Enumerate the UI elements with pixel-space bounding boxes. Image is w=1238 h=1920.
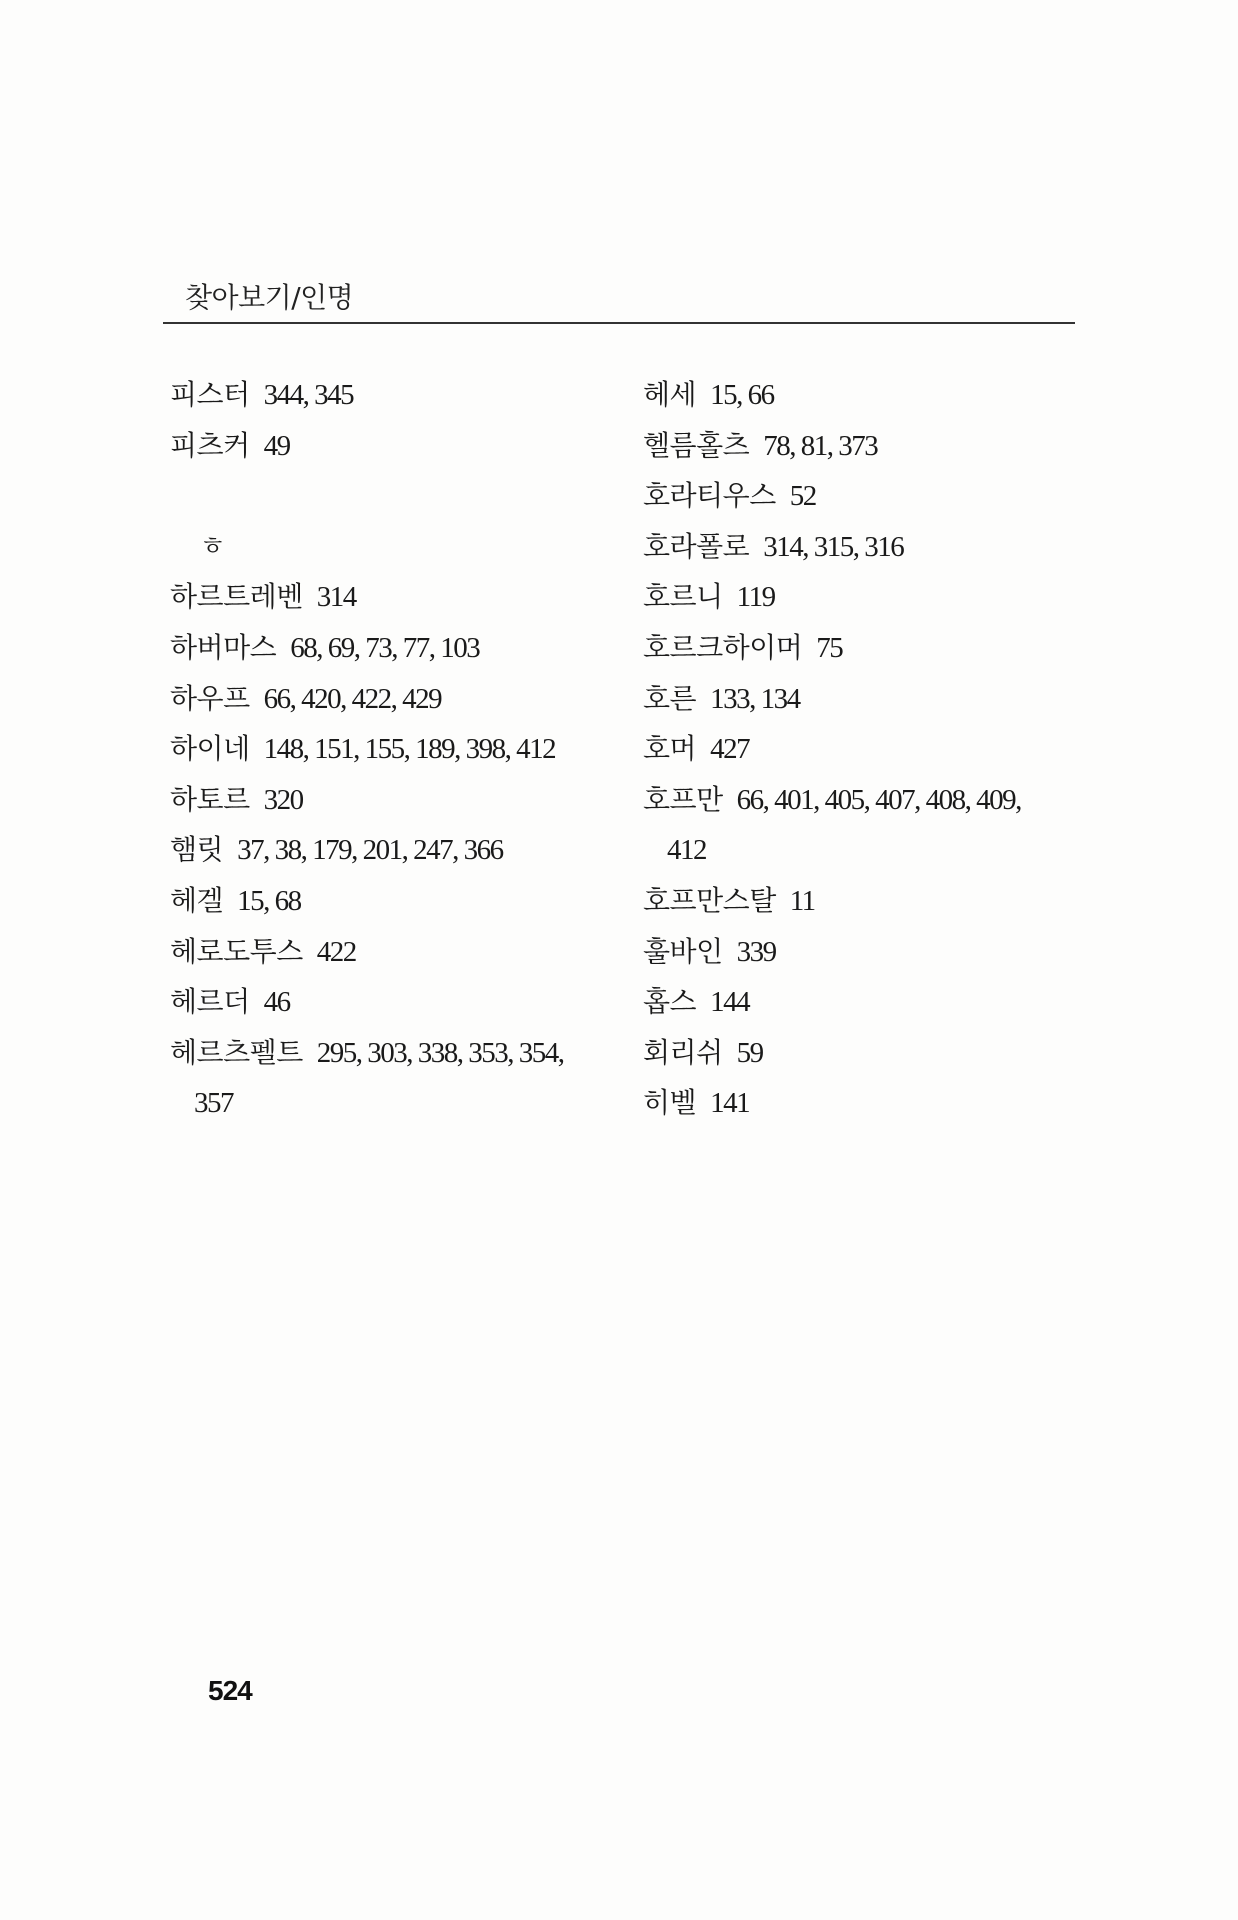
entry-pages: 66, 420, 422, 429: [263, 682, 442, 715]
index-entry: [170, 876, 620, 927]
entry-name: 하우프: [170, 681, 250, 715]
entry-pages: 422: [316, 935, 356, 968]
index-entry: [170, 572, 620, 623]
entry-name: 히벨: [643, 1086, 697, 1120]
entry-pages: 427: [710, 733, 750, 766]
entry-name: 헤겔: [170, 883, 224, 917]
index-entry: [170, 724, 620, 775]
entry-name: 헤로도투스: [170, 934, 303, 968]
entry-name: 피츠커: [170, 428, 250, 462]
index-entry: [643, 421, 1083, 472]
index-entry: [643, 927, 1083, 978]
entry-pages: 37, 38, 179, 201, 247, 366: [237, 834, 503, 867]
entry-name: 호머: [643, 732, 697, 766]
entry-pages: 68, 69, 73, 77, 103: [290, 631, 480, 664]
section-heading: ㅎ: [200, 531, 226, 562]
entry-name: 햄릿: [170, 833, 224, 867]
index-entry-continuation: 412: [667, 834, 706, 867]
index-entry: [643, 1028, 1083, 1079]
index-entry: [170, 775, 620, 826]
index-entry: [643, 522, 1083, 573]
entry-pages: 339: [736, 935, 776, 968]
entry-name: 회리쉬: [643, 1035, 723, 1069]
entry-name: 피스터: [170, 378, 250, 411]
index-entry: [643, 977, 1083, 1028]
index-entry: [643, 471, 1083, 522]
entry-name: 훌바인: [643, 934, 723, 968]
entry-pages: 144: [710, 986, 750, 1019]
entry-name: 헬름홀츠: [643, 428, 750, 462]
entry-pages: 344, 345: [263, 379, 354, 411]
index-entry: [643, 623, 1083, 674]
page-number: 524: [208, 1675, 252, 1706]
entry-pages: 314, 315, 316: [763, 530, 904, 563]
entry-name: 헤르더: [170, 985, 250, 1019]
index-column-right: [643, 370, 1083, 1129]
header-title: 찾아보기/인명: [185, 281, 354, 314]
index-entry: [170, 421, 620, 472]
index-entry: [643, 876, 1083, 927]
entry-pages: 75: [816, 631, 843, 664]
entry-name: 하르트레벤: [170, 580, 303, 614]
index-entry: [170, 977, 620, 1028]
entry-pages: 46: [263, 986, 290, 1019]
entry-pages: 49: [263, 429, 290, 462]
index-entry: [643, 370, 1083, 421]
entry-name: 호프만스탈: [643, 883, 776, 917]
index-entry: [170, 927, 620, 978]
index-entry: [643, 572, 1083, 623]
entry-pages: 119: [736, 581, 775, 614]
index-entry: [643, 674, 1083, 725]
entry-name: 하이네: [170, 732, 250, 766]
entry-name: 호라티우스: [643, 479, 776, 513]
entry-name: 헤세: [643, 378, 697, 411]
index-entry: [170, 370, 620, 421]
entry-pages: 314: [316, 581, 356, 614]
index-entry: [643, 1078, 1083, 1129]
entry-pages: 15, 66: [710, 379, 774, 411]
index-entry-continuation: 357: [194, 1087, 233, 1120]
entry-pages: 295, 303, 338, 353, 354,: [316, 1036, 564, 1069]
entry-pages: 52: [789, 480, 816, 513]
index-entry: [643, 724, 1083, 775]
index-entry: [170, 623, 620, 674]
index-column-left: [170, 370, 620, 1129]
entry-name: 호르크하이머: [643, 630, 803, 664]
entry-pages: 15, 68: [237, 884, 301, 917]
entry-pages: 141: [710, 1087, 750, 1120]
entry-name: 홉스: [643, 985, 697, 1019]
entry-name: 헤르츠펠트: [170, 1035, 303, 1069]
index-entry: [170, 825, 620, 876]
running-header: [163, 276, 1075, 324]
index-entry: [643, 775, 1083, 826]
entry-pages: 148, 151, 155, 189, 398, 412: [263, 733, 556, 766]
index-entry: [170, 1028, 620, 1079]
blank-row: [170, 471, 620, 522]
entry-pages: 78, 81, 373: [763, 429, 878, 462]
entry-name: 호른: [643, 681, 697, 715]
entry-name: 호프만: [643, 782, 723, 816]
entry-name: 호르니: [643, 580, 723, 614]
entry-pages: 66, 401, 405, 407, 408, 409,: [736, 783, 1021, 816]
entry-name: 호라폴로: [643, 529, 750, 563]
entry-pages: 133, 134: [710, 682, 800, 715]
entry-pages: 11: [789, 884, 815, 917]
entry-name: 하토르: [170, 782, 250, 816]
entry-pages: 320: [263, 783, 303, 816]
entry-name: 하버마스: [170, 630, 277, 664]
index-entry: [170, 674, 620, 725]
entry-pages: 59: [736, 1036, 763, 1069]
